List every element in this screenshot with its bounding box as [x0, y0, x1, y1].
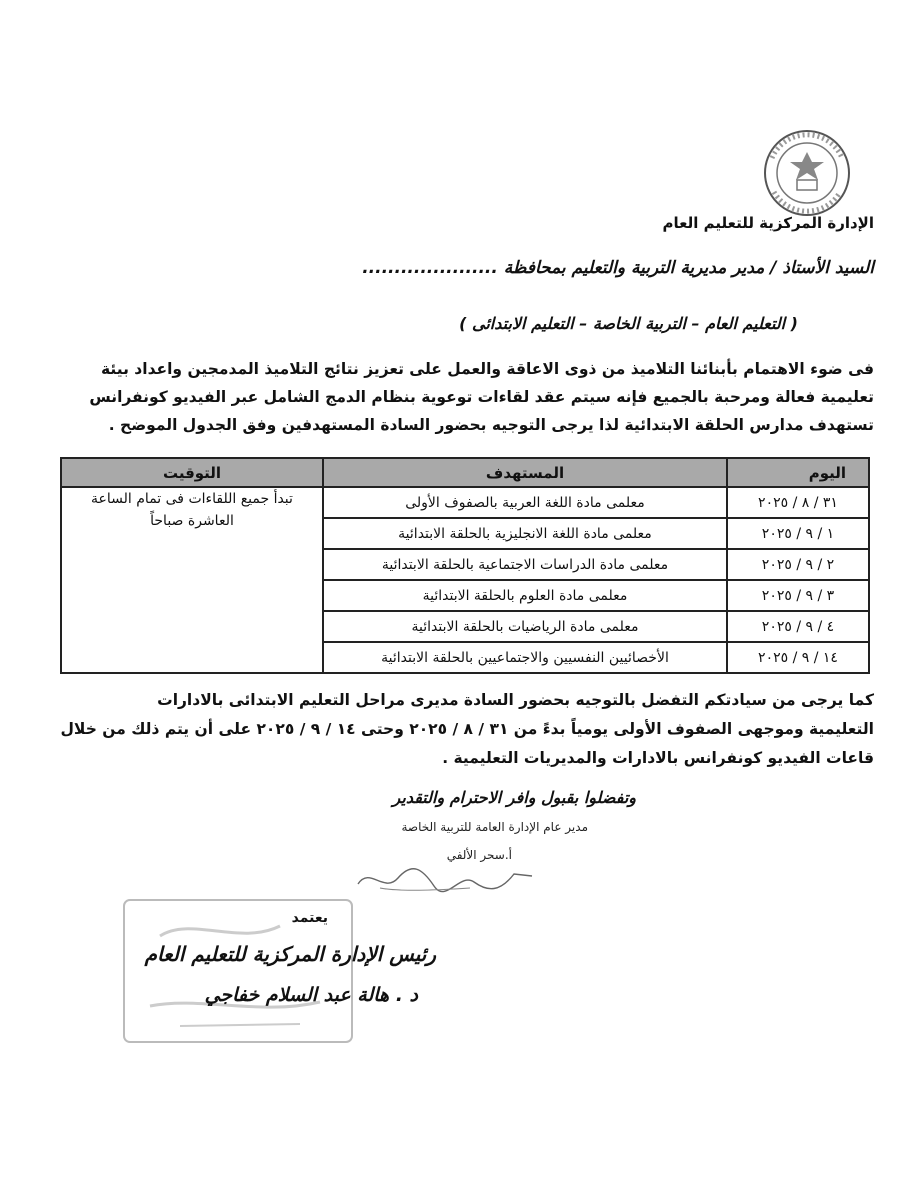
followup-paragraph [44, 686, 874, 773]
header-target: المستهدف [323, 458, 727, 487]
table-header-row [61, 458, 869, 487]
addressee-line: السيد الأستاذ / مدير مديرية التربية والتعليم بمحافظة ..................... [362, 258, 874, 278]
row-target: معلمى مادة اللغة الانجليزية بالحلقة الابتدائية [323, 518, 727, 549]
row-target: معلمى مادة الدراسات الاجتماعية بالحلقة الابتدائية [323, 549, 727, 580]
row-target: الأخصائيين النفسيين والاجتماعيين بالحلقة الابتدائية [323, 642, 727, 673]
closing-line: وتفضلوا بقبول وافر الاحترام والتقدير [392, 788, 636, 807]
signatory1-title: مدير عام الإدارة العامة للتربية الخاصة [401, 820, 588, 834]
intro-line: تعليمية فعالة ومرحبة بالجميع فإنه سيتم عقد لقاءات توعوية بنظام الدمج الشامل عبر الفيديو كونفرانس [89, 388, 874, 406]
intro-line: تستهدف مدارس الحلقة الابتدائية لذا يرجى التوجيه بحضور السادة المستهدفين وفق الجدول الموضح . [108, 416, 874, 434]
intro-paragraph [44, 355, 874, 439]
row-day: ٢ / ٩ / ٢٠٢٥ [727, 549, 869, 580]
row-target: معلمى مادة العلوم بالحلقة الابتدائية [323, 580, 727, 611]
row-target: معلمى مادة اللغة العربية بالصفوف الأولى [323, 487, 727, 518]
signatory2-name: د . هالة عبد السلام خفاجي [204, 984, 418, 1006]
followup-line: التعليمية وموجهى الصفوف الأولى يومياً بدءً من ٣١ / ٨ / ٢٠٢٥ وحتى ١٤ / ٩ / ٢٠٢٥ على أن يتم ذلك من خلال [60, 720, 874, 738]
time-note: تبدأ جميع اللقاءات فى تمام الساعة العاشرة صباحاً [61, 487, 323, 673]
row-day: ١٤ / ٩ / ٢٠٢٥ [727, 642, 869, 673]
signatory2-title: رئيس الإدارة المركزية للتعليم العام [144, 942, 436, 966]
row-day: ١ / ٩ / ٢٠٢٥ [727, 518, 869, 549]
ministry-seal-icon [752, 128, 862, 218]
handwritten-signature-icon [350, 858, 540, 898]
followup-line: كما يرجى من سيادتكم التفضل بالتوجيه بحضور السادة مديرى مراحل التعليم الابتدائى بالادارات [157, 691, 874, 709]
header-day: اليوم [727, 458, 869, 487]
row-day: ٣ / ٩ / ٢٠٢٥ [727, 580, 869, 611]
approval-label: يعتمد [291, 910, 328, 926]
followup-line: قاعات الفيديو كونفرانس بالادارات والمديريات التعليمية . [442, 749, 874, 767]
intro-line: فى ضوء الاهتمام بأبنائنا التلاميذ من ذوى الاعاقة والعمل على تعزيز نتائج التلاميذ المدمجين واعداد بيئة [101, 360, 874, 378]
official-stamp-icon [120, 896, 356, 1046]
subject-line: ( التعليم العام – التربية الخاصة – التعليم الابتدائى ) [459, 314, 798, 333]
row-target: معلمى مادة الرياضيات بالحلقة الابتدائية [323, 611, 727, 642]
row-day: ٤ / ٩ / ٢٠٢٥ [727, 611, 869, 642]
schedule-table [60, 457, 870, 674]
header-time: التوقيت [61, 458, 323, 487]
row-day: ٣١ / ٨ / ٢٠٢٥ [727, 487, 869, 518]
table-row [61, 487, 869, 518]
department-name: الإدارة المركزية للتعليم العام [662, 214, 874, 232]
signatory1-name: أ.سحر الألفي [446, 848, 512, 862]
